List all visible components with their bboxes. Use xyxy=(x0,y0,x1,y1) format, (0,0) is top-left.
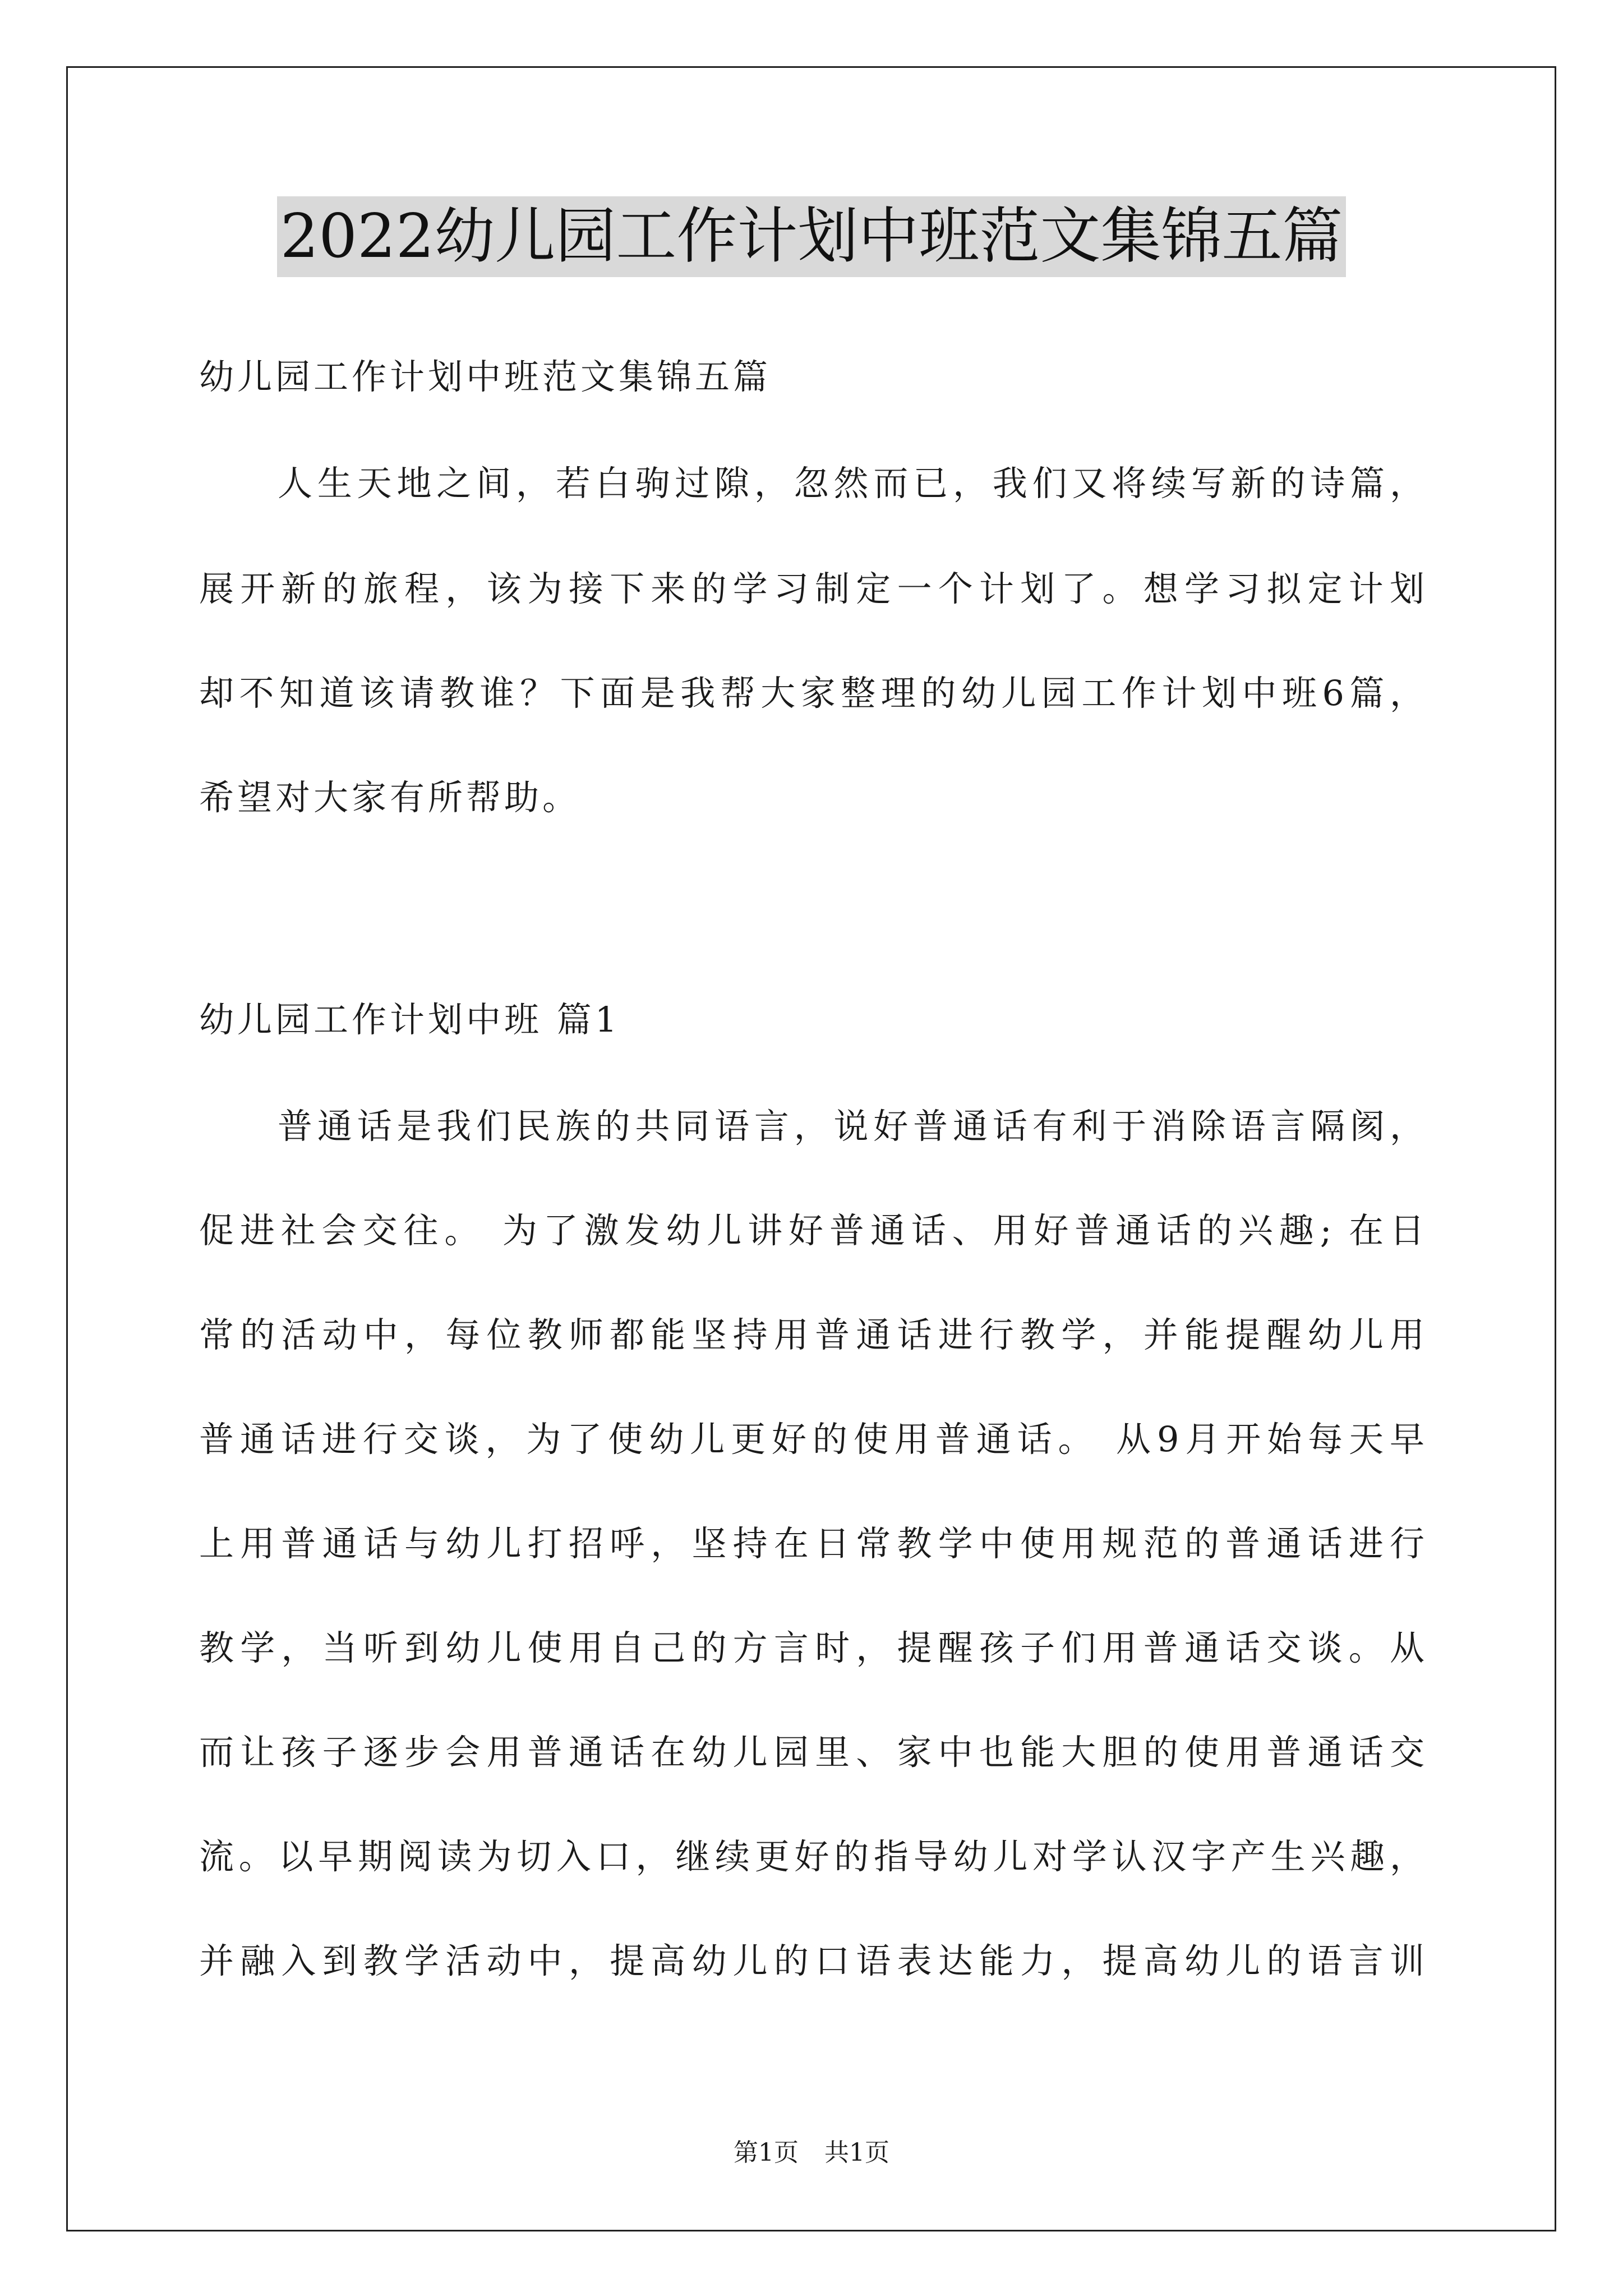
section-line: 普通话进行交谈，为了使幼儿更好的使用普通话。 从9月开始每天早 xyxy=(199,1419,1424,1460)
intro-line: 展开新的旅程，该为接下来的学习制定一个计划了。想学习拟定计划 xyxy=(199,568,1424,609)
section-heading: 幼儿园工作计划中班 篇1 xyxy=(199,999,621,1040)
page-number: 第1页 xyxy=(734,2138,799,2167)
intro-line: 人生天地之间，若白驹过隙，忽然而已，我们又将续写新的诗篇， xyxy=(278,463,1424,504)
section-line: 普通话是我们民族的共同语言，说好普通话有利于消除语言隔阂， xyxy=(278,1106,1424,1147)
section-line: 上用普通话与幼儿打招呼，坚持在日常教学中使用规范的普通话进行 xyxy=(199,1523,1424,1564)
section-line: 而让孩子逐步会用普通话在幼儿园里、家中也能大胆的使用普通话交 xyxy=(199,1732,1424,1773)
section-line: 常的活动中，每位教师都能坚持用普通话进行教学，并能提醒幼儿用 xyxy=(199,1314,1424,1355)
section-line: 流。以早期阅读为切入口，继续更好的指导幼儿对学认汉字产生兴趣， xyxy=(199,1836,1424,1877)
section-line: 教学，当听到幼儿使用自己的方言时，提醒孩子们用普通话交谈。从 xyxy=(199,1627,1424,1668)
title-container xyxy=(0,196,1623,277)
document-title: 2022幼儿园工作计划中班范文集锦五篇 xyxy=(277,196,1347,277)
intro-line: 希望对大家有所帮助。 xyxy=(199,777,581,818)
document-subtitle: 幼儿园工作计划中班范文集锦五篇 xyxy=(199,356,772,397)
page-total: 共1页 xyxy=(824,2138,889,2167)
intro-line: 却不知道该请教谁？下面是我帮大家整理的幼儿园工作计划中班6篇， xyxy=(199,673,1424,714)
section-line: 促进社会交往。 为了激发幼儿讲好普通话、用好普通话的兴趣; 在日 xyxy=(199,1210,1424,1251)
page-footer xyxy=(0,2137,1623,2169)
section-line: 并融入到教学活动中，提高幼儿的口语表达能力，提高幼儿的语言训 xyxy=(199,1940,1424,1981)
